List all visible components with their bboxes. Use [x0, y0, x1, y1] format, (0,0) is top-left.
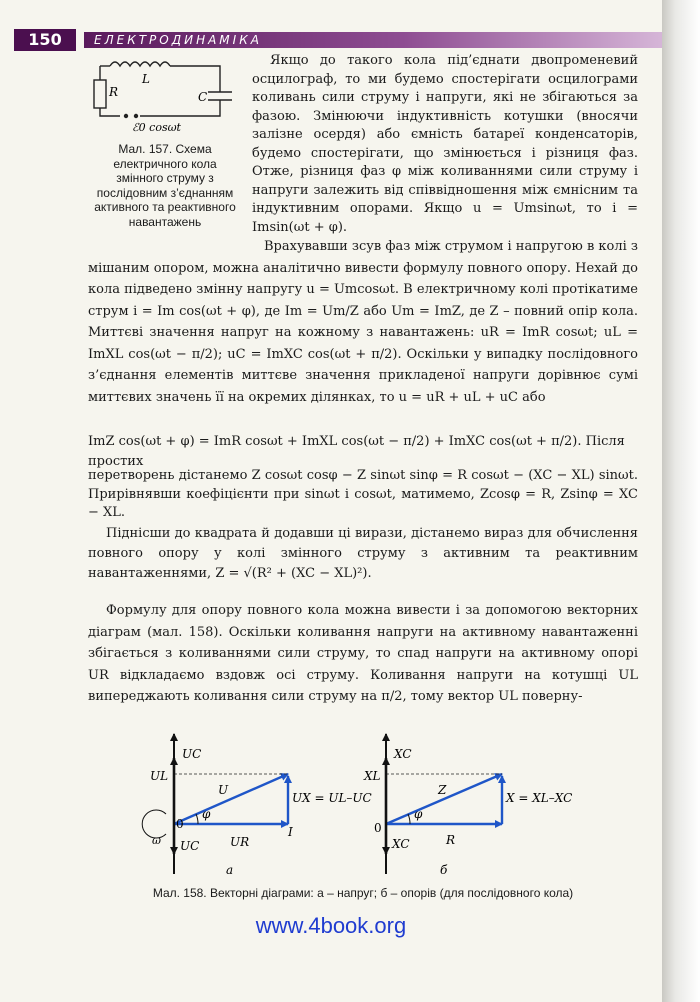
figure-158-diagrams: [130, 728, 590, 883]
label-b-xc-bottom: XC: [392, 837, 410, 851]
paragraph-5: Формулу для опору повного кола можна вивести і за допомогою векторних діаграм (мал. 158). Оскільки коливання напруги на активному навантаженні збігається з коливаннями сили струму, то спад напруги на активному опорі UR відкладаємо вздовж осі струму. Коливання напруги на котушці UL випереджають коливання сили струму на π/2, тому вектор UL поверну-: [88, 603, 638, 704]
equation-1: ImZ cos(ωt + φ) = ImR cosωt + ImXL cos(ωt − π/2) + ImXC cos(ωt + π/2). Після простих: [88, 434, 625, 469]
label-b-r: R: [446, 833, 456, 847]
label-a-uc-top: UC: [182, 747, 202, 761]
label-a-i: I: [288, 825, 293, 839]
circuit-label-l: L: [142, 72, 150, 86]
label-b-phi: φ: [414, 807, 423, 821]
paragraph-1: Якщо до такого кола під’єднати двопроменевий осцилограф, то ми будемо спостерігати осцилограми коливань сили струму і напруги, які не збігаються за фазою. Змінюючи індуктивність котушки (вносячи залізне осердя) або ємність батареї конденсаторів, будемо спостерігати, що змінюється і різниця фаз. Отже, різниця фаз φ між коливаннями сили струму і напруги залежить від співвідношення між ємнісним та індуктивним опорами. Якщо u = Umsinωt, то i = Imsin(ωt + φ).: [252, 53, 638, 235]
circuit-label-r: R: [109, 85, 119, 99]
paragraph-3: перетворень дістанемо Z cosωt cosφ − Z sinωt sinφ = R cosωt − (XC − XL) sinωt. Прирівнявши коефіцієнти при sinωt і cosωt, матимемо, Zcosφ = R, Zsinφ = XC − XL.: [88, 468, 638, 520]
watermark-link[interactable]: www.4book.org: [255, 913, 407, 938]
paragraph-2: Врахувавши зсув фаз між струмом і напругою в колі з мішаним опором, можна аналітично вивести формулу повного опору. Нехай до кола підведено змінну напругу u = Umcosωt. В електричному колі протікатиме струм i = Im cos(ωt + φ), де Im = Um/Z або Um = ImZ, де Z – повний опір кола. Миттєві значення напруг на кожному з навантажень: uR = ImR cosωt; uL = ImXL cos(ωt − π/2); uC = ImXC cos(ωt + π/2). Оскільки у випадку послідовного з’єднання елементів миттєве значення прикладеної напруги дорівнює сумі миттєвих значень її на окремих ділянках, то u = uR + uL + uC або: [88, 239, 638, 405]
section-title: ЕЛЕКТРОДИНАМІКА: [94, 33, 262, 47]
paragraph-4: Піднісши до квадрата й додавши ці вирази, дістанемо вираз для обчислення повного опору у колі змінного струму з активним та реактивним навантаженнями, Z = √(R² + (XC − XL)²).: [88, 526, 638, 581]
label-a-uc-bottom: UC: [180, 839, 200, 853]
figure-157-caption: Мал. 157. Схема електричного кола змінного струму з послідовним з’єднанням активного та реактивного навантажень: [94, 142, 236, 229]
page-number: 150: [14, 29, 76, 51]
vector-diagram-b: [363, 734, 572, 877]
label-a-zero: 0: [176, 817, 184, 831]
vector-diagram-a: [142, 734, 372, 877]
label-b-x: X = XL–XC: [506, 791, 573, 805]
sublabel-b: б: [440, 863, 448, 877]
label-a-ul: UL: [150, 769, 169, 783]
circuit-label-source: ℰ0 cosωt: [132, 121, 181, 134]
label-a-omega: ω: [152, 834, 161, 847]
label-a-ux: UX = UL–UC: [292, 791, 372, 805]
circuit-label-c: C: [198, 90, 208, 104]
label-b-z: Z: [438, 783, 447, 797]
label-a-u: U: [218, 783, 229, 797]
page-edge-shadow: [662, 0, 700, 1002]
label-b-zero: 0: [374, 821, 382, 835]
page-header: [14, 29, 664, 51]
sublabel-a: а: [226, 863, 234, 877]
figure-157-circuit: [80, 56, 240, 134]
label-b-xl: XL: [364, 769, 381, 783]
figure-158-caption: Мал. 158. Векторні діаграми: а – напруг; б – опорів (для послідовного кола): [152, 886, 574, 900]
label-a-phi: φ: [202, 807, 211, 821]
label-b-xc-top: XC: [394, 747, 412, 761]
label-a-ur: UR: [230, 835, 250, 849]
